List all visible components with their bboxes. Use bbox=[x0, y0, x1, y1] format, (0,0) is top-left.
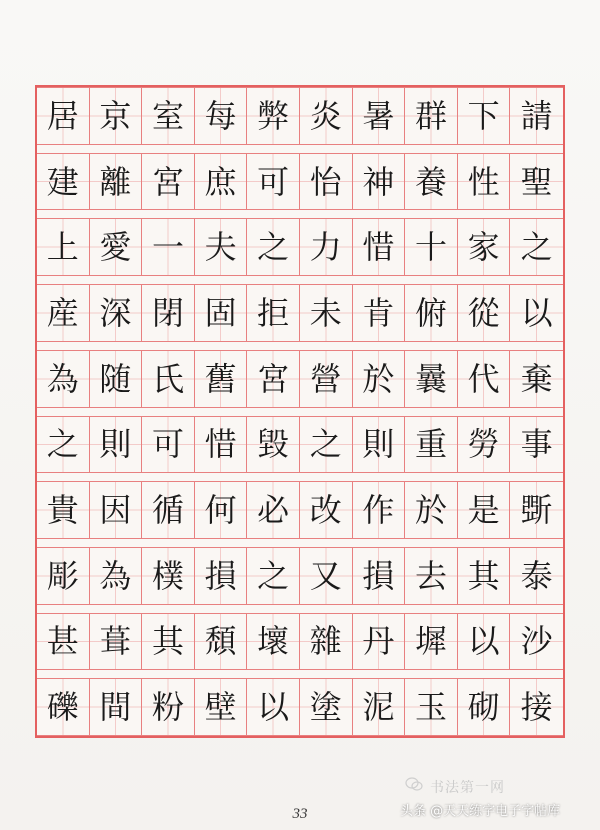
character: 樸 bbox=[151, 556, 184, 595]
grid-cell bbox=[247, 284, 300, 342]
grid-cell bbox=[353, 218, 406, 276]
grid-cell bbox=[37, 218, 90, 276]
grid-cell bbox=[300, 87, 353, 145]
character: 塗 bbox=[309, 688, 342, 727]
character: 力 bbox=[309, 228, 342, 267]
grid-cell bbox=[37, 350, 90, 408]
character: 肯 bbox=[362, 293, 395, 332]
grid-cell bbox=[510, 613, 563, 671]
character: 弊 bbox=[257, 96, 290, 135]
character: 神 bbox=[362, 162, 395, 201]
grid-cell bbox=[90, 678, 143, 736]
character: 又 bbox=[309, 556, 342, 595]
grid-cell bbox=[142, 613, 195, 671]
character: 聖 bbox=[520, 162, 553, 201]
character: 未 bbox=[309, 293, 342, 332]
character: 則 bbox=[362, 425, 395, 464]
grid-cell bbox=[458, 153, 511, 211]
watermark-text: 书法第一网 bbox=[430, 780, 505, 796]
character: 頹 bbox=[204, 622, 237, 661]
character: 惜 bbox=[204, 425, 237, 464]
character: 群 bbox=[414, 96, 447, 135]
character: 何 bbox=[204, 491, 237, 530]
grid-cell bbox=[90, 218, 143, 276]
grid-cell bbox=[195, 218, 248, 276]
character: 其 bbox=[467, 556, 500, 595]
grid-cell bbox=[142, 481, 195, 539]
grid-cell bbox=[300, 284, 353, 342]
grid-cell bbox=[405, 613, 458, 671]
character: 於 bbox=[362, 359, 395, 398]
character: 室 bbox=[151, 96, 184, 135]
grid-cell bbox=[247, 416, 300, 474]
character: 之 bbox=[309, 425, 342, 464]
character: 棄 bbox=[520, 359, 553, 398]
grid-cell bbox=[353, 284, 406, 342]
grid-cell bbox=[195, 613, 248, 671]
grid-cell bbox=[37, 678, 90, 736]
grid-cell bbox=[90, 87, 143, 145]
grid-cell bbox=[195, 678, 248, 736]
grid-cell bbox=[90, 284, 143, 342]
character: 俯 bbox=[414, 293, 447, 332]
character: 壞 bbox=[257, 622, 290, 661]
grid-cell bbox=[353, 481, 406, 539]
character: 為 bbox=[46, 359, 79, 398]
character: 固 bbox=[204, 293, 237, 332]
grid-cell bbox=[300, 547, 353, 605]
grid-cell bbox=[353, 153, 406, 211]
grid-cell bbox=[510, 416, 563, 474]
character: 雜 bbox=[309, 622, 342, 661]
grid-cell bbox=[405, 416, 458, 474]
grid-cell bbox=[353, 350, 406, 408]
character: 貴 bbox=[46, 491, 79, 530]
character: 氏 bbox=[151, 359, 184, 398]
grid-cell bbox=[37, 481, 90, 539]
grid-cell bbox=[405, 350, 458, 408]
character: 愛 bbox=[99, 228, 132, 267]
grid-cell bbox=[247, 678, 300, 736]
grid-cell bbox=[300, 350, 353, 408]
character: 作 bbox=[362, 491, 395, 530]
character: 拒 bbox=[257, 293, 290, 332]
grid-cell bbox=[510, 87, 563, 145]
grid-cell bbox=[458, 613, 511, 671]
character: 之 bbox=[520, 228, 553, 267]
grid-cell bbox=[458, 547, 511, 605]
character: 産 bbox=[46, 293, 79, 332]
grid-cell bbox=[300, 218, 353, 276]
grid-cell bbox=[142, 218, 195, 276]
grid-cell bbox=[300, 481, 353, 539]
character: 以 bbox=[257, 688, 290, 727]
character: 壁 bbox=[204, 688, 237, 727]
grid-cell bbox=[405, 481, 458, 539]
grid-cell bbox=[247, 87, 300, 145]
grid-cell bbox=[195, 481, 248, 539]
grid-cell bbox=[353, 87, 406, 145]
grid-cell bbox=[458, 481, 511, 539]
character: 居 bbox=[46, 96, 79, 135]
character: 庶 bbox=[204, 162, 237, 201]
character: 損 bbox=[204, 556, 237, 595]
character: 之 bbox=[257, 556, 290, 595]
character: 泥 bbox=[362, 688, 395, 727]
grid-cell bbox=[142, 547, 195, 605]
grid-cell bbox=[300, 416, 353, 474]
character: 礫 bbox=[46, 688, 79, 727]
grid-cell bbox=[247, 547, 300, 605]
grid-cell bbox=[247, 481, 300, 539]
page-number: 33 bbox=[292, 806, 308, 822]
grid-cell bbox=[247, 153, 300, 211]
character: 宮 bbox=[257, 359, 290, 398]
character: 循 bbox=[151, 491, 184, 530]
grid-cell bbox=[510, 284, 563, 342]
grid-cell bbox=[405, 218, 458, 276]
character: 粉 bbox=[151, 688, 184, 727]
grid-cell bbox=[300, 613, 353, 671]
character: 曩 bbox=[414, 359, 447, 398]
character: 彫 bbox=[46, 556, 79, 595]
grid-cell bbox=[195, 350, 248, 408]
grid-cell bbox=[142, 678, 195, 736]
character: 事 bbox=[520, 425, 553, 464]
grid-cell bbox=[90, 416, 143, 474]
character: 炎 bbox=[309, 96, 342, 135]
grid-cell bbox=[142, 87, 195, 145]
grid-cell bbox=[37, 87, 90, 145]
character: 重 bbox=[414, 425, 447, 464]
grid-cell bbox=[195, 416, 248, 474]
character: 代 bbox=[467, 359, 500, 398]
character: 夫 bbox=[204, 228, 237, 267]
grid-cell bbox=[405, 678, 458, 736]
grid-cell bbox=[510, 218, 563, 276]
grid-cell bbox=[195, 547, 248, 605]
character: 丹 bbox=[362, 622, 395, 661]
character: 怡 bbox=[309, 162, 342, 201]
grid-cell bbox=[405, 153, 458, 211]
character: 則 bbox=[99, 425, 132, 464]
grid-cell bbox=[458, 87, 511, 145]
character: 勞 bbox=[467, 425, 500, 464]
character: 建 bbox=[46, 162, 79, 201]
grid-cell bbox=[405, 87, 458, 145]
credit-caption: 头条 @天天练字电子字帖库 bbox=[400, 804, 561, 819]
grid-cell bbox=[510, 678, 563, 736]
grid-cell bbox=[90, 153, 143, 211]
character: 養 bbox=[414, 162, 447, 201]
character: 可 bbox=[151, 425, 184, 464]
character: 甚 bbox=[46, 622, 79, 661]
character: 以 bbox=[520, 293, 553, 332]
character: 其 bbox=[151, 622, 184, 661]
character: 請 bbox=[520, 96, 553, 135]
character: 下 bbox=[467, 96, 500, 135]
wechat-icon bbox=[405, 777, 423, 791]
character: 可 bbox=[257, 162, 290, 201]
character: 間 bbox=[99, 688, 132, 727]
character: 一 bbox=[151, 228, 184, 267]
character: 京 bbox=[99, 96, 132, 135]
grid-cell bbox=[458, 416, 511, 474]
character: 毀 bbox=[257, 425, 290, 464]
character: 宮 bbox=[151, 162, 184, 201]
grid-cell bbox=[247, 350, 300, 408]
grid-cell bbox=[510, 153, 563, 211]
grid-cell bbox=[37, 153, 90, 211]
character: 玉 bbox=[414, 688, 447, 727]
grid-cell bbox=[195, 284, 248, 342]
grid-cell bbox=[247, 218, 300, 276]
character: 舊 bbox=[204, 359, 237, 398]
character: 以 bbox=[467, 622, 500, 661]
grid-cell bbox=[353, 678, 406, 736]
grid-cell bbox=[353, 547, 406, 605]
character: 斲 bbox=[520, 491, 553, 530]
character: 改 bbox=[309, 491, 342, 530]
character: 是 bbox=[467, 491, 500, 530]
character: 營 bbox=[309, 359, 342, 398]
character: 損 bbox=[362, 556, 395, 595]
character: 暑 bbox=[362, 96, 395, 135]
grid-cell bbox=[510, 481, 563, 539]
character: 因 bbox=[99, 491, 132, 530]
character: 家 bbox=[467, 228, 500, 267]
grid-cell bbox=[458, 678, 511, 736]
character: 每 bbox=[204, 96, 237, 135]
grid-cell bbox=[458, 350, 511, 408]
grid-cell bbox=[90, 613, 143, 671]
grid-cell bbox=[458, 218, 511, 276]
grid-cell bbox=[142, 350, 195, 408]
grid-cell bbox=[37, 284, 90, 342]
grid-cell bbox=[510, 350, 563, 408]
grid-cell bbox=[90, 350, 143, 408]
character-grid bbox=[35, 85, 565, 738]
grid-cell bbox=[90, 547, 143, 605]
grid-cell bbox=[353, 613, 406, 671]
character: 惜 bbox=[362, 228, 395, 267]
character: 墀 bbox=[414, 622, 447, 661]
character: 之 bbox=[257, 228, 290, 267]
character: 葺 bbox=[99, 622, 132, 661]
character: 性 bbox=[467, 162, 500, 201]
grid-cell bbox=[195, 153, 248, 211]
grid-cell bbox=[90, 481, 143, 539]
grid-cell bbox=[37, 416, 90, 474]
character: 接 bbox=[520, 688, 553, 727]
grid-cell bbox=[142, 416, 195, 474]
grid-cell bbox=[458, 284, 511, 342]
character: 為 bbox=[99, 556, 132, 595]
character: 沙 bbox=[520, 622, 553, 661]
grid-cell bbox=[142, 153, 195, 211]
grid-cell bbox=[510, 547, 563, 605]
character: 深 bbox=[99, 293, 132, 332]
character: 必 bbox=[257, 491, 290, 530]
grid-cell bbox=[300, 153, 353, 211]
character: 從 bbox=[467, 293, 500, 332]
grid-cell bbox=[142, 284, 195, 342]
character: 泰 bbox=[520, 556, 553, 595]
grid-cell bbox=[37, 613, 90, 671]
grid-cell bbox=[353, 416, 406, 474]
character: 離 bbox=[99, 162, 132, 201]
grid-cell bbox=[37, 547, 90, 605]
character: 砌 bbox=[467, 688, 500, 727]
character: 於 bbox=[414, 491, 447, 530]
grid-cell bbox=[300, 678, 353, 736]
character: 去 bbox=[414, 556, 447, 595]
character: 十 bbox=[414, 228, 447, 267]
grid-cell bbox=[405, 284, 458, 342]
grid-cell bbox=[405, 547, 458, 605]
grid-cell bbox=[195, 87, 248, 145]
grid-cell bbox=[247, 613, 300, 671]
character: 随 bbox=[99, 359, 132, 398]
character: 之 bbox=[46, 425, 79, 464]
character: 上 bbox=[46, 228, 79, 267]
character: 閉 bbox=[151, 293, 184, 332]
